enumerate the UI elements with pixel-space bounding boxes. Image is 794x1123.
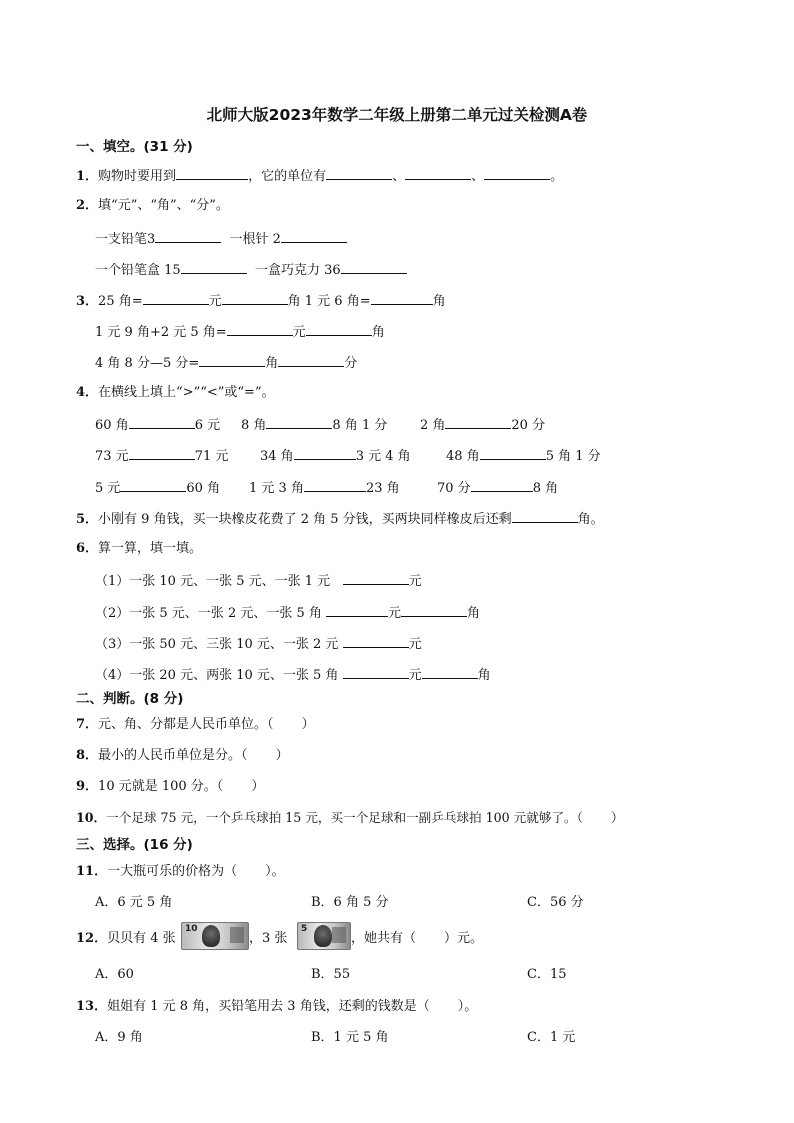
compare-blank[interactable] <box>129 446 195 460</box>
note-denomination: 5 <box>301 924 308 934</box>
question-text: 填“元”、“角”、“分”。 <box>98 198 229 213</box>
question-text: 姐姐有 1 元 8 角，买铅笔用去 3 角钱，还剩的钱数是（ <box>107 999 430 1014</box>
option-c[interactable]: C．56 分 <box>527 895 584 910</box>
answer-blank[interactable] <box>176 166 248 180</box>
compare-right: 71 元 <box>194 449 229 464</box>
answer-blank[interactable] <box>199 353 265 367</box>
option-c[interactable]: C．15 <box>527 967 567 982</box>
compare-row-1-c <box>420 415 545 435</box>
question-6-item-1 <box>95 571 422 591</box>
answer-blank[interactable] <box>343 571 409 585</box>
note-denomination: 10 <box>185 924 198 934</box>
question-text: 。 <box>550 169 564 184</box>
compare-left: 5 元 <box>95 481 121 496</box>
question-text: 贝贝有 4 张 <box>107 931 176 946</box>
question-text: ，她共有（ <box>351 931 417 946</box>
separator: 、 <box>471 169 485 184</box>
question-2 <box>76 197 229 215</box>
compare-row-2 <box>95 446 228 466</box>
question-text: 购物时要用到 <box>98 169 177 184</box>
question-number: 7． <box>76 717 99 732</box>
compare-right: 3 元 4 角 <box>355 449 411 464</box>
question-13 <box>76 998 477 1016</box>
compare-left: 48 角 <box>446 449 480 464</box>
question-2-row-1 <box>95 229 347 249</box>
answer-blank[interactable] <box>181 260 247 274</box>
option-b[interactable]: B．55 <box>311 967 351 982</box>
unit-text: 元 <box>388 606 402 621</box>
unit-text: 元 <box>408 668 422 683</box>
answer-blank[interactable] <box>343 665 409 679</box>
compare-blank[interactable] <box>480 446 546 460</box>
compare-blank[interactable] <box>266 415 332 429</box>
answer-blank[interactable] <box>401 603 467 617</box>
question-6 <box>76 540 202 558</box>
question-number: 13． <box>76 999 108 1014</box>
unit-text: 角 <box>467 606 481 621</box>
question-text: 最小的人民币单位是分。（ <box>98 748 248 763</box>
question-3-row-1 <box>76 291 446 311</box>
question-7 <box>76 716 315 734</box>
unit-text: 元 <box>408 637 422 652</box>
question-2-row-2 <box>95 260 407 280</box>
question-11 <box>76 863 285 881</box>
compare-blank[interactable] <box>304 478 366 492</box>
question-text: 10 元就是 100 分。（ <box>98 779 224 794</box>
section-judge: 二、判断。(8 分) <box>76 691 184 707</box>
portrait-icon <box>314 925 332 947</box>
question-text: ） <box>610 810 624 825</box>
question-text: 在横线上填上“>”“<”或“=”。 <box>98 385 275 400</box>
compare-row-3-b <box>249 478 400 498</box>
answer-blank[interactable] <box>484 166 550 180</box>
question-number: 6． <box>76 541 99 556</box>
compare-row-1-b <box>241 415 387 435</box>
question-5 <box>76 509 604 529</box>
question-3-row-2 <box>95 322 385 342</box>
compare-row-1 <box>95 415 220 435</box>
compare-blank[interactable] <box>445 415 511 429</box>
option-b[interactable]: B．6 角 5 分 <box>311 895 389 910</box>
answer-blank[interactable] <box>422 665 478 679</box>
compare-row-2-c <box>446 446 601 466</box>
unit-text: 元 <box>208 294 222 309</box>
compare-right: 6 元 <box>194 418 221 433</box>
compare-blank[interactable] <box>294 446 356 460</box>
compare-blank[interactable] <box>129 415 195 429</box>
answer-blank[interactable] <box>512 509 578 523</box>
compare-left: 70 分 <box>437 481 471 496</box>
item-text: 一盒巧克力 36 <box>254 263 341 278</box>
question-text: ，它的单位有 <box>248 169 327 184</box>
option-a[interactable]: A．6 元 5 角 <box>95 895 173 910</box>
question-6-item-3 <box>95 634 422 654</box>
question-text: ）元。 <box>444 931 484 946</box>
item-text: 25 角= <box>98 294 143 309</box>
item-text: （4）一张 20 元、两张 10 元、一张 5 角 <box>95 668 339 683</box>
unit-text: 角 <box>371 325 385 340</box>
unit-text: 元 <box>292 325 306 340</box>
answer-blank[interactable] <box>341 260 407 274</box>
unit-text: 角 <box>477 668 491 683</box>
answer-blank[interactable] <box>222 291 288 305</box>
question-number: 3． <box>76 294 99 309</box>
unit-text: 角 <box>265 356 279 371</box>
question-12-end <box>351 930 483 948</box>
question-10 <box>76 809 624 827</box>
answer-blank[interactable] <box>143 291 209 305</box>
question-number: 12． <box>76 931 108 946</box>
question-number: 10． <box>76 810 107 825</box>
emblem-icon <box>230 927 244 943</box>
section-fill-in: 一、填空。(31 分) <box>76 139 193 155</box>
question-number: 11． <box>76 864 108 879</box>
question-text: ） <box>301 717 315 732</box>
question-3-row-3 <box>95 353 357 373</box>
option-a[interactable]: A．9 角 <box>95 1030 143 1045</box>
answer-blank[interactable] <box>278 353 344 367</box>
question-8 <box>76 747 289 765</box>
portrait-icon <box>202 925 220 947</box>
question-4 <box>76 384 275 402</box>
unit-text: 元 <box>408 574 422 589</box>
question-6-item-4 <box>95 665 491 685</box>
compare-right: 20 分 <box>511 418 546 433</box>
five-yuan-note-image <box>297 922 351 950</box>
compare-row-3-c <box>437 478 558 498</box>
compare-blank[interactable] <box>471 478 533 492</box>
question-text: 一个足球 75 元，一个乒乓球拍 15 元，买一个足球和一副乒乓球拍 100 元就够了。（ <box>106 810 583 825</box>
compare-right: 5 角 1 分 <box>545 449 601 464</box>
answer-blank[interactable] <box>155 229 221 243</box>
question-9 <box>76 778 264 796</box>
question-12 <box>76 930 176 948</box>
compare-right: 23 角 <box>365 481 400 496</box>
answer-blank[interactable] <box>326 603 388 617</box>
item-text: 4 角 8 分—5 分= <box>95 356 200 371</box>
question-text: 一大瓶可乐的价格为（ <box>107 864 238 879</box>
answer-blank[interactable] <box>405 166 471 180</box>
question-number: 1． <box>76 169 99 184</box>
emblem-icon <box>332 927 346 943</box>
compare-left: 60 角 <box>95 418 129 433</box>
compare-left: 73 元 <box>95 449 129 464</box>
question-text: ） <box>251 779 265 794</box>
separator: 、 <box>392 169 406 184</box>
compare-left: 8 角 <box>241 418 267 433</box>
question-number: 4． <box>76 385 99 400</box>
item-text: 一个铅笔盒 15 <box>95 263 181 278</box>
item-text: 1 元 9 角+2 元 5 角= <box>95 325 227 340</box>
option-a[interactable]: A．60 <box>95 967 134 982</box>
answer-blank[interactable] <box>326 166 392 180</box>
compare-right: 8 角 1 分 <box>332 418 388 433</box>
compare-left: 2 角 <box>420 418 446 433</box>
compare-left: 1 元 3 角 <box>249 481 304 496</box>
item-text: 角 1 元 6 角= <box>287 294 371 309</box>
compare-right: 8 角 <box>532 481 559 496</box>
question-text: ）。 <box>457 999 478 1014</box>
answer-blank[interactable] <box>281 229 347 243</box>
option-c[interactable]: C．1 元 <box>527 1030 576 1045</box>
compare-right: 60 角 <box>186 481 221 496</box>
answer-blank[interactable] <box>306 322 372 336</box>
answer-blank[interactable] <box>227 322 293 336</box>
compare-row-2-b <box>260 446 411 466</box>
compare-left: 34 角 <box>260 449 294 464</box>
item-text: （1）一张 10 元、一张 5 元、一张 1 元 <box>95 574 331 589</box>
question-text: 角。 <box>577 512 604 527</box>
section-choice: 三、选择。(16 分) <box>76 837 193 853</box>
question-12-middle: ，3 张 <box>249 931 288 946</box>
item-text: 一根针 2 <box>229 232 281 247</box>
compare-row-3 <box>95 478 220 498</box>
answer-blank[interactable] <box>343 634 409 648</box>
question-number: 2． <box>76 198 99 213</box>
question-text: ）。 <box>265 864 285 879</box>
option-b[interactable]: B．1 元 5 角 <box>311 1030 389 1045</box>
question-text: 小刚有 9 角钱，买一块橡皮花费了 2 角 5 分钱，买两块同样橡皮后还剩 <box>98 512 512 527</box>
item-text: 一支铅笔3 <box>95 232 156 247</box>
question-text: ） <box>275 748 289 763</box>
unit-text: 分 <box>344 356 358 371</box>
question-number: 8． <box>76 748 99 763</box>
ten-yuan-note-image <box>181 922 249 950</box>
question-6-item-2 <box>95 603 480 623</box>
page-title: 北师大版2023年数学二年级上册第二单元过关检测A卷 <box>206 106 588 124</box>
item-text: （2）一张 5 元、一张 2 元、一张 5 角 <box>95 606 322 621</box>
item-text: （3）一张 50 元、三张 10 元、一张 2 元 <box>95 637 339 652</box>
question-number: 5． <box>76 512 99 527</box>
question-text: 算一算，填一填。 <box>98 541 203 556</box>
question-number: 9． <box>76 779 99 794</box>
compare-blank[interactable] <box>120 478 186 492</box>
unit-text: 角 <box>432 294 446 309</box>
question-text: 元、角、分都是人民币单位。（ <box>98 717 274 732</box>
answer-blank[interactable] <box>371 291 433 305</box>
question-1 <box>76 166 563 186</box>
